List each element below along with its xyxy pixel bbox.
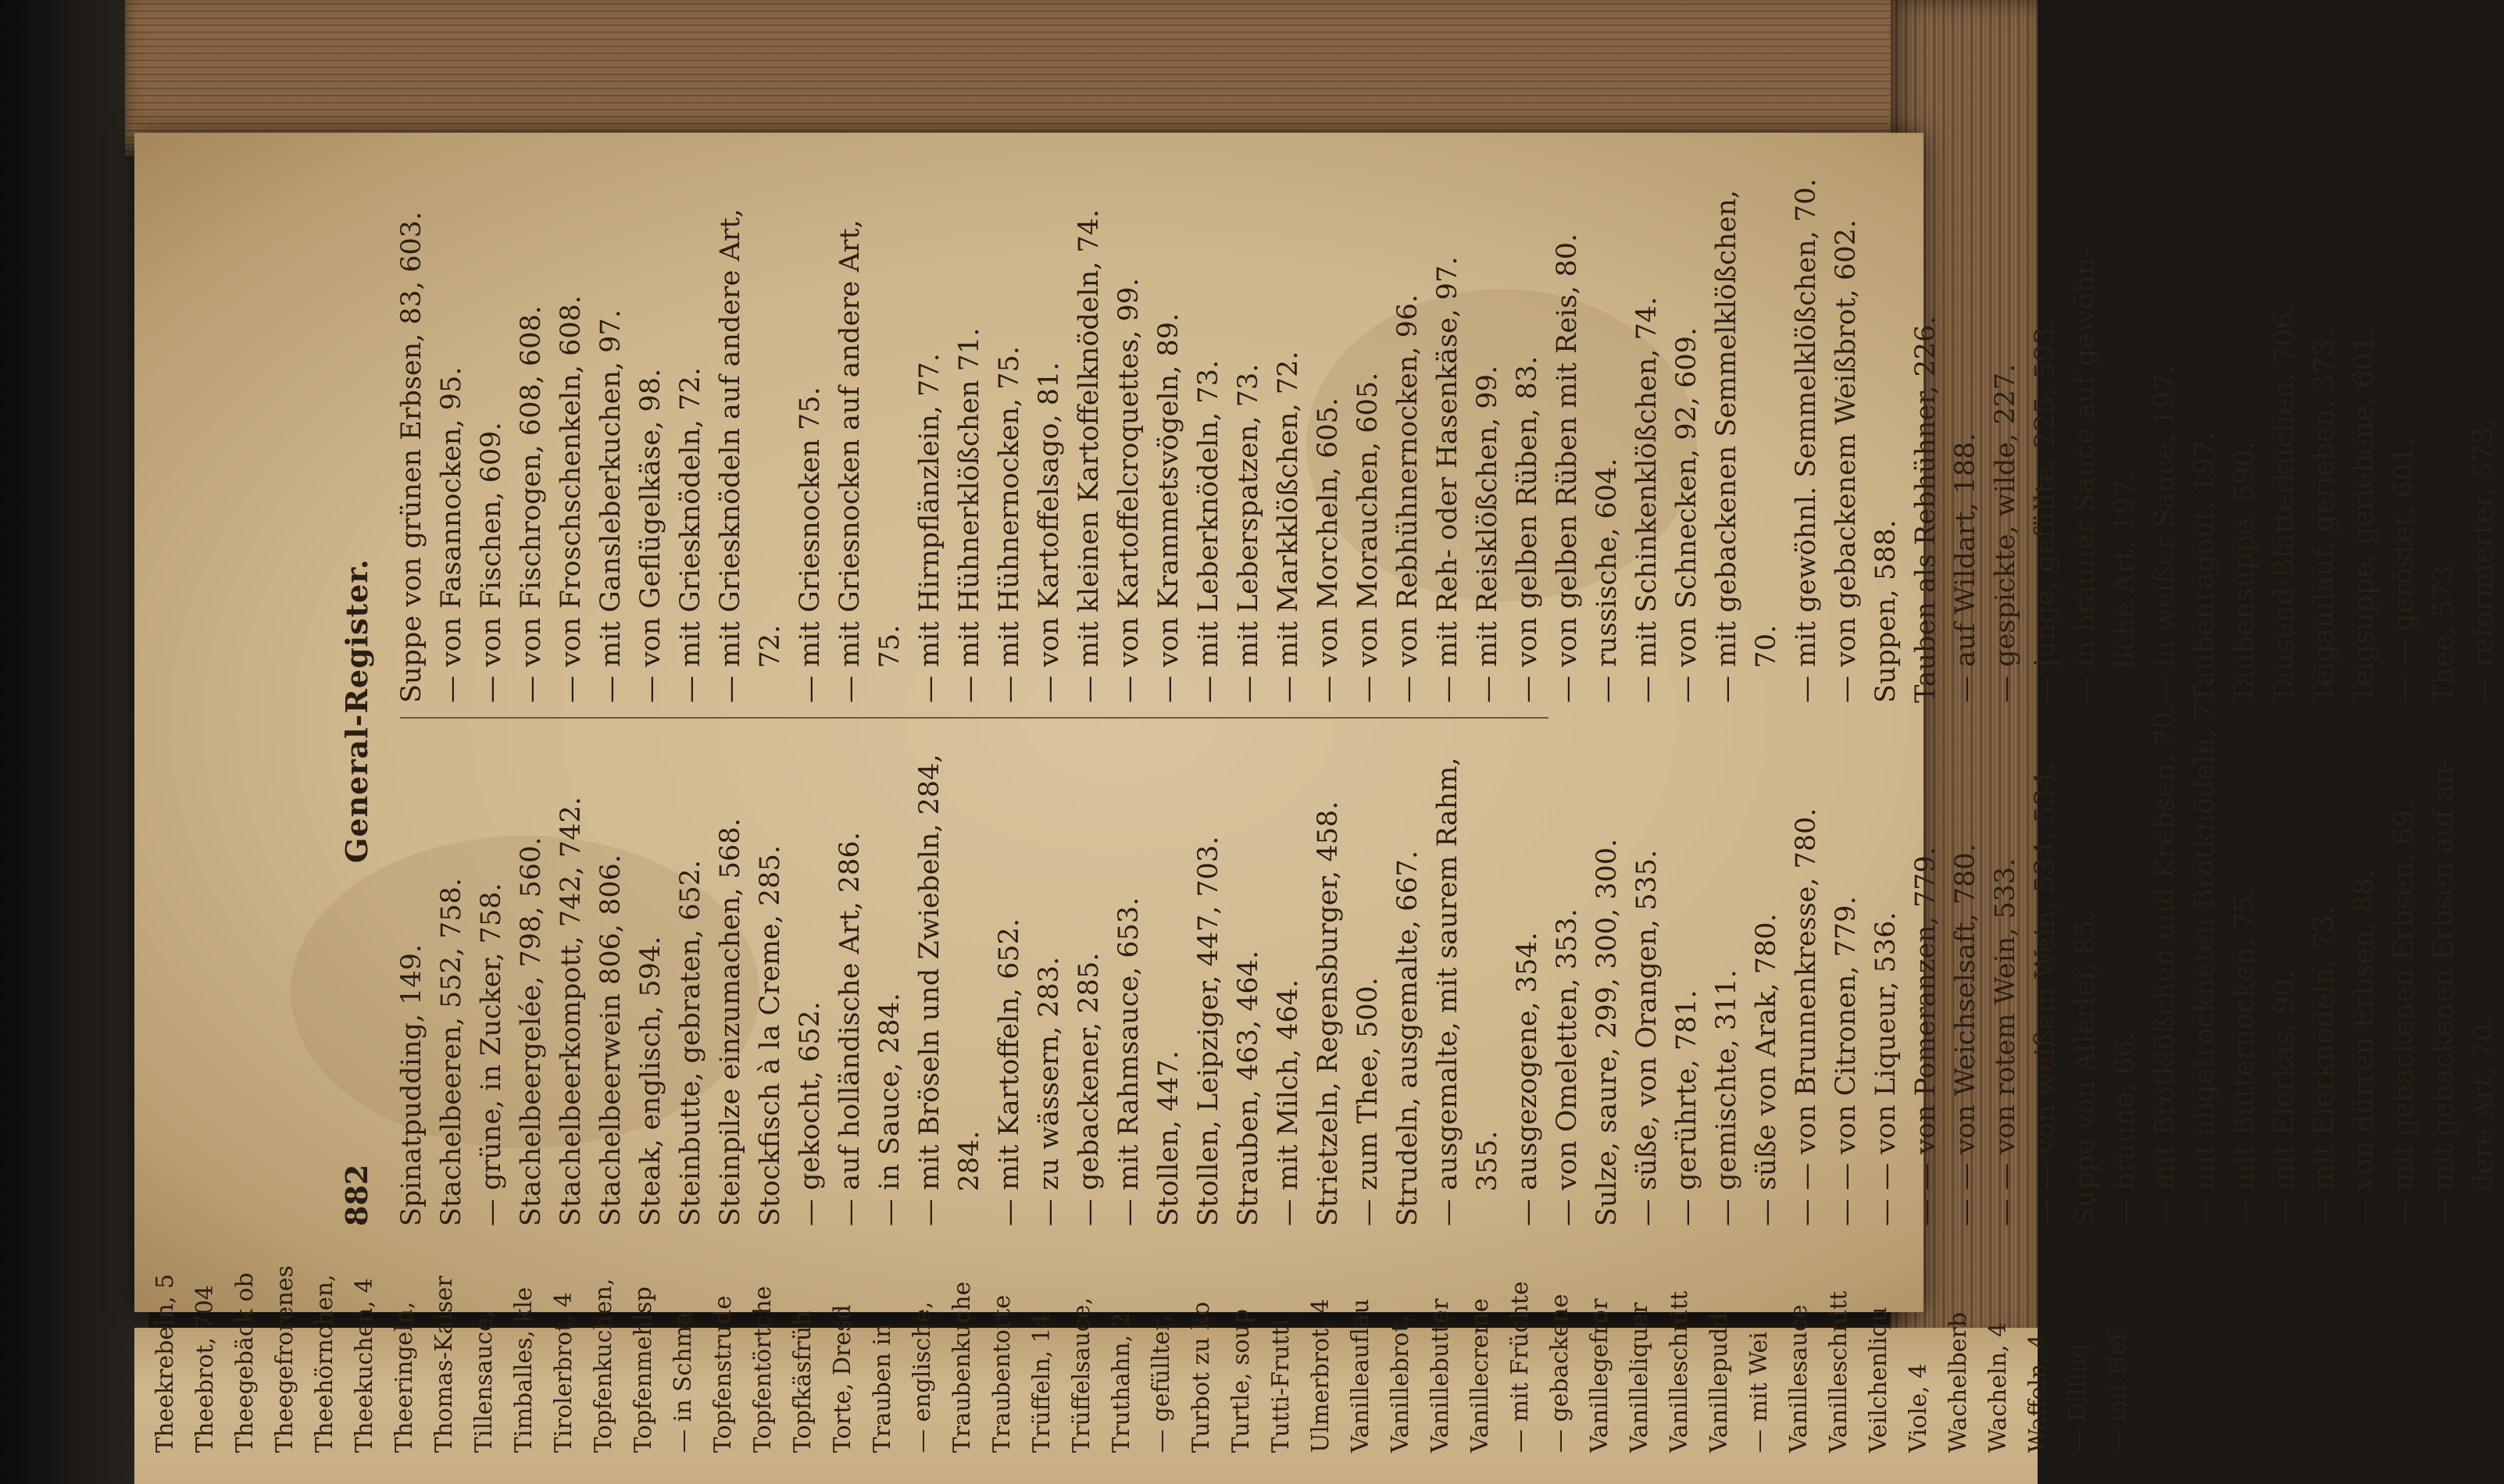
index-entry: Taubenragout, 197. [2189,431,2220,703]
next-page-entry: Turtle, soup [1227,1308,1255,1453]
next-page-entry: — mit Wei [1745,1332,1773,1453]
index-entry: — mit gebackenen Erbsen auf an- [2428,757,2459,1226]
index-entry: — von dürren Erbsen, 88. [2349,869,2380,1226]
index-entry: 284. [954,1130,985,1226]
next-page-entry: Theeringeln, [391,1301,418,1453]
next-page-entry: Tutti-Frutti [1267,1318,1295,1453]
next-page-entry: Ulmerbrot, 4 [1307,1298,1334,1453]
next-page-entry: Vanillesauce [1785,1304,1813,1453]
index-entry: — zu wässern, 283. [1034,956,1065,1226]
next-page-entry: Theebrot, 704 [191,1285,219,1453]
index-entry: — mit Eierknödeln, 73. [2309,906,2340,1226]
index-entry: — mit gewöhnl. Semmelklößchen, 70. [1791,178,1822,703]
page-number: 882 [339,1164,374,1226]
index-entry: — mit Hirnpflänzlein, 77. [914,353,945,703]
dark-background [0,0,148,1484]
next-page-entry: Vanillebrot, [1387,1315,1414,1453]
index-entry: — mit Markklößchen, 72. [1273,351,1304,703]
index-entry: — von Kartoffelcroquettes, 99. [1113,277,1145,703]
next-page-entry: Theegefrorenes [271,1265,298,1453]
index-entry: — von Morcheln, 605. [1313,397,1344,703]
page-title: General-Register. [339,558,374,863]
index-entry: — junge, gefüllte, 225, 593. [2030,318,2061,703]
index-entry: — mit Leberknödeln, 73. [1193,359,1224,703]
index-entry: — grüne, in Zucker, 758. [476,883,507,1226]
index-entry: — mit Griesknödeln, 72. [675,367,706,703]
index-entry: — auf holländische Art, 286. [834,832,866,1226]
next-page-entry: Vanillecreme [1466,1298,1494,1453]
index-entry: — braune, 66. [2109,1031,2141,1226]
index-entry: Steinpilze einzumachen, 568. [715,818,746,1226]
index-entry: Steak, englisch, 594. [635,936,666,1226]
index-entry: Spinatpudding, 149. [396,944,427,1226]
index-entry: Strietzeln, Regensburger, 458. [1313,801,1344,1226]
index-entry: — in Sauce, 284. [874,993,906,1226]
next-page-edge [134,1265,2131,1484]
rotated-page-content [134,133,2499,1312]
index-entry: — mit gebackenen Semmelklößchen, [1711,190,1742,703]
index-entry: — von Geflügelkäse, 98. [635,368,666,703]
index-entry: — von Omeletten, 353. [1552,908,1583,1226]
next-page-entry: — mit Früchte [1506,1281,1534,1453]
next-page-entry: Theekuchen, 4 [351,1278,378,1453]
index-entry: — von gebackenem Weißbrot, 602. [1831,219,1862,703]
next-page-entry: Topfenkuchen, [590,1278,617,1453]
index-entry: Steinbutte, gebraten, 652. [675,859,706,1226]
page-header [339,195,386,1226]
next-page-entry: — gebackene [1546,1293,1573,1453]
next-page-entry: Theekrebeln, 5 [152,1273,179,1453]
next-page-entry: Theehörnchen, [311,1274,338,1453]
index-entry: — in weißer Sauce, 197. [2149,365,2181,703]
next-page-entry: Viole, 4 [1905,1363,1932,1453]
next-page-entry: Vanilleauflau [1347,1298,1374,1453]
index-entry: — — von Brunnenkresse, 780. [1791,808,1822,1226]
index-entry: — zum Thee, 500. [1352,977,1384,1226]
index-entry: Sulze, saure, 299, 300, 300. [1591,838,1623,1226]
next-page-entry: Topfenstrude [709,1295,737,1453]
index-entry: Suppen, 588. [1870,519,1902,703]
index-entry: — mit Gansleberkuchen, 97. [595,309,627,703]
index-entry: — mit abgetrockneten Brotknödeln, 71. [2189,676,2220,1226]
next-page-entry: Tillensauce, [470,1310,498,1453]
index-entry: — russische, 604. [1591,458,1623,703]
next-page-entry: Trauben in [869,1322,896,1453]
index-entry: — mit Hühnerklößchen 71. [954,327,985,703]
index-entry: — — von Citronen, 779. [1831,896,1862,1226]
index-entry: — von Schnecken, 92, 609. [1671,326,1702,703]
next-page-entry: Topfentörtche [749,1286,777,1453]
index-entry: Stollen, Leipziger, 447, 703. [1193,836,1224,1226]
index-entry: — auf Wildart, 188. [1950,433,1981,703]
index-entry: — von Rebhühnernocken, 96. [1392,294,1423,703]
index-entry: Teigsuppe, geriebene, 601. [2349,326,2380,703]
index-entry: — von Fischrogen, 608, 608. [516,305,547,703]
index-entry: — von Froschschenkeln, 608. [555,294,587,703]
next-page-entry: Thomas-Kaiser [430,1275,458,1453]
next-page-entry: Tirolerbrot, 4 [550,1292,577,1453]
index-entry: — ausgezogene, 354. [1512,932,1543,1226]
next-page-entry: Torte, Dresd [829,1304,856,1453]
index-entry: — in brauner Sauce auf gewöhn- [2070,248,2101,703]
index-entry: — mit kleinen Kartoffelknödeln, 74. [1073,209,1105,703]
index-entry: Suppe von grünen Erbsen, 83, 603. [396,211,427,703]
next-page-entry: Vanillepudd [1706,1312,1733,1453]
index-entry: — — von Liqueur, 536. [1870,911,1902,1226]
book-page [134,133,2499,1312]
index-entry: — mit Milch, 464. [1273,979,1304,1226]
next-page-entry: Turbot zu ko [1188,1301,1215,1453]
index-entry: — von gelben Rüben mit Reis, 80. [1552,233,1583,703]
next-page-entry: Traubentorte [988,1294,1016,1453]
index-entry: — mit Eierkäs, 90. [2269,970,2300,1226]
next-page-entry: Traubenkuche [948,1281,976,1453]
index-entry: 355. [1472,1130,1503,1226]
index-entry: Stachelbeergelée, 798, 560. [516,837,547,1226]
next-page-entry: Trüffelsauce, [1068,1297,1095,1453]
index-entry: Stachelbeerwein 806, 806. [595,854,627,1226]
index-entry: — gekocht, 652. [795,1001,826,1226]
index-entry: — gebackener, 285. [1073,952,1105,1226]
index-entry: Stollen, 447. [1153,1051,1184,1226]
next-page-entry: — englische, [909,1301,936,1453]
index-entry: — mit Hühnernocken, 75. [994,346,1025,703]
index-entry: Suppe von Allerlei, 85. [2070,911,2101,1226]
index-entry: — süße, von Orangen, 535. [1631,849,1663,1226]
next-page-entry: Topfkäsfrüh [789,1311,816,1453]
index-entry: — mit Kartoffeln, 652. [994,918,1025,1226]
next-page-entry: Wachelberb [1945,1311,1972,1453]
index-entry: — gerührte, 781. [1671,990,1702,1226]
index-entry: 70. [1751,624,1782,703]
column-divider [400,717,1548,719]
index-entry: — mit Griesknödeln auf andere Art, [715,209,746,703]
index-entry: 75. [874,624,906,703]
index-entry: — mit Reh- oder Hasenkäse, 97. [1432,256,1463,703]
next-page-entry: Vanilleschnitt [1825,1290,1852,1453]
index-entry: Tauben als Rebhühner, 226. [1910,316,1941,703]
index-entry: — mit Schinkenklößchen, 74. [1631,296,1663,703]
next-page-entry: — mit Hef [2104,1332,2131,1453]
index-entry: — mit Butternocken, 75. [2229,886,2260,1226]
index-entry: — mit gebackenen Erbsen, 69. [2388,801,2420,1226]
index-entry: — von gelben Rüben, 83. [1512,355,1543,703]
index-entry: — von Kartoffelsago, 81. [1034,362,1065,703]
index-entry: — mit Brotklößchen und Krebsen, 70. [2149,702,2181,1226]
index-entry: — — von Weichselsaft, 780. [1950,844,1981,1226]
index-entry: — — geröstet, 601. [2388,437,2420,703]
next-page-entry: Veilchenliqu [1865,1307,1892,1453]
next-page-entry: — Dilling [2064,1343,2091,1453]
index-entry: — mit Griesnocken auf andere Art, [834,219,866,703]
next-page-entry: Wacheln, 4 [1984,1322,2012,1453]
next-page-entry: Vanillegefror [1586,1298,1613,1453]
index-entry: liche Art, 197. [2109,470,2141,703]
next-page-entry: Truthahn, 2 [1108,1312,1135,1453]
index-entry: — von Morauchen, 605. [1352,372,1384,703]
next-page-rotated [134,1265,2131,1484]
index-entry: Thee, 573. [2428,556,2459,703]
next-page-entry: Waffeln, 4 [2024,1333,2052,1453]
next-page-entry: Topfenmehlsp [630,1286,657,1453]
index-entry: Stachelbeeren, 552, 758. [436,877,467,1226]
index-column-left [392,676,2504,1226]
next-page-entry: Vanillebutter [1427,1298,1454,1453]
index-entry: Tausend-Blätterkuchen, 706. [2269,302,2300,703]
index-entry: — von Fischen, 609. [476,422,507,703]
index-entry: — gespickte, wilde, 227. [1990,363,2021,703]
index-entry: — von Fasannocken, 95. [436,366,467,703]
index-entry: — süße von Arak, 780. [1751,913,1782,1226]
index-entry: dere Art, 70. [2468,1015,2499,1226]
next-page-entry: Vanilleliquer [1626,1302,1653,1453]
index-entry: — mit Bröseln und Zwiebeln, 284, [914,754,945,1226]
index-entry: Stockfisch à la Creme, 285. [755,845,786,1226]
next-page-entry: Trüffeln, 14 [1028,1313,1056,1453]
index-entry: Stachelbeerkompott, 742, 742. [555,797,587,1226]
next-page-entry: Timballes, kle [510,1286,538,1453]
next-page-entry: Theegebäck ob [231,1272,259,1453]
index-entry: — reformierter, 573. [2468,419,2499,703]
index-entry: Strudeln, ausgemalte, 667. [1392,850,1423,1226]
index-entry: — mit Griesnocken 75. [795,387,826,703]
next-page-entry: Vanilleschnitt [1666,1290,1693,1453]
index-entry: — mit Reisklößchen, 99. [1472,365,1503,703]
index-entry: — mit Rahmsauce, 653. [1113,897,1145,1226]
index-entry: — — von rotem Wein, 533. [1990,858,2021,1226]
index-entry: 72. [755,624,786,703]
index-entry: — von Krammetsvögeln, 89. [1153,312,1184,703]
next-page-entry: — gefüllter, [1148,1315,1175,1453]
index-entry: Teigauflauf, gerieben, 373. [2309,330,2340,703]
index-column-right [392,178,2504,703]
index-entry: — — von Pomeranzen, 779. [1910,847,1941,1226]
index-entry: — mit Leberspatzen, 73. [1233,363,1264,703]
index-entry: — gemischte, 311. [1711,969,1742,1226]
index-entry: Strauben, 463, 464. [1233,950,1264,1226]
next-page-column [150,1265,2142,1453]
index-entry: — ausgemalte, mit saurem Rahm, [1432,757,1463,1226]
index-entry: — — von weißem Wein, 534, 534. [2030,762,2061,1226]
next-page-entry: — in Schma [670,1311,697,1453]
index-entry: Taubensuppe, 590. [2229,441,2260,703]
